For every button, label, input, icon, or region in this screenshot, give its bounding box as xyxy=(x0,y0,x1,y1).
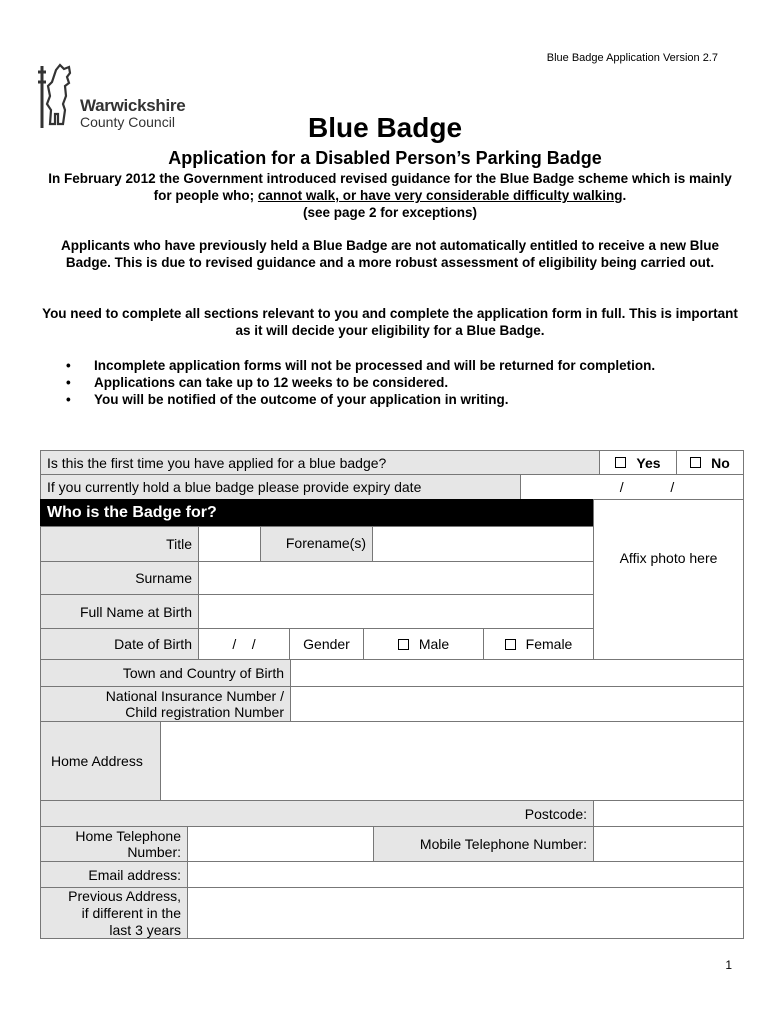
full-name-birth-label: Full Name at Birth xyxy=(40,594,199,629)
yes-checkbox[interactable] xyxy=(599,450,677,475)
female-checkbox[interactable] xyxy=(483,628,594,660)
female-label: Female xyxy=(525,636,573,652)
no-checkbox[interactable] xyxy=(676,450,744,475)
yes-label: Yes xyxy=(636,454,661,471)
previous-address-label xyxy=(40,887,188,939)
ni-number-input[interactable] xyxy=(290,686,744,722)
checkbox-icon xyxy=(690,457,701,468)
email-input[interactable] xyxy=(187,861,744,888)
prev-line3: last 3 years xyxy=(109,922,181,938)
gender-label: Gender xyxy=(289,628,364,660)
home-tel-line1: Home Telephone xyxy=(75,828,181,844)
expiry-question: If you currently hold a blue badge please provide expiry date xyxy=(40,474,521,500)
title-label: Title xyxy=(40,526,199,562)
intro-underlined-text: cannot walk, or have very considerable difficulty walking xyxy=(257,188,623,203)
list-item: • Incomplete application forms will not be processed and will be returned for completion. xyxy=(64,357,724,374)
page-subtitle: Application for a Disabled Person’s Parking Badge xyxy=(168,148,602,168)
postcode-label: Postcode: xyxy=(40,800,594,827)
section-header: Who is the Badge for? xyxy=(40,499,594,527)
intro-text: In February 2012 the Government introduced revised guidance for the Blue Badge scheme which is mainly for people who; xyxy=(48,171,732,203)
home-address-label: Home Address xyxy=(40,721,161,801)
male-label: Male xyxy=(418,636,450,652)
email-label: Email address: xyxy=(40,861,188,888)
previous-address-input[interactable] xyxy=(187,887,744,939)
ni-label-line1: National Insurance Number / xyxy=(105,688,284,704)
ni-label-line2: Child registration Number xyxy=(125,704,284,720)
surname-input[interactable] xyxy=(198,561,594,595)
intro-paragraph-3: You need to complete all sections relevant to you and complete the application form in full. This is important as it will decide your eligibility for a Blue Badge. xyxy=(42,306,738,338)
title-input[interactable] xyxy=(198,526,261,562)
expiry-date-field[interactable] xyxy=(520,474,744,500)
intro-exceptions-note: (see page 2 for exceptions) xyxy=(302,205,478,220)
checkbox-icon xyxy=(398,639,409,650)
town-of-birth-input[interactable] xyxy=(290,659,744,687)
intro-paragraph-2: Applicants who have previously held a Blue Badge are not automatically entitled to receive a new Blue Badge. This is due to revised guidance and a more robust assessment of eligibility being carried out. xyxy=(61,238,719,270)
page-number: 1 xyxy=(725,958,732,972)
council-name-line1: Warwickshire xyxy=(80,96,186,115)
list-item: • You will be notified of the outcome of your application in writing. xyxy=(64,391,724,408)
mobile-telephone-label: Mobile Telephone Number: xyxy=(373,826,594,862)
page-title: Blue Badge xyxy=(307,112,463,143)
photo-box xyxy=(593,499,744,660)
prev-line1: Previous Address, xyxy=(68,888,181,904)
dob-label: Date of Birth xyxy=(40,628,199,660)
checkbox-icon xyxy=(615,457,626,468)
home-telephone-input[interactable] xyxy=(187,826,374,862)
photo-label: Affix photo here xyxy=(619,550,718,566)
dob-input[interactable]: / / xyxy=(198,628,290,660)
full-name-birth-input[interactable] xyxy=(198,594,594,629)
checkbox-icon xyxy=(505,639,516,650)
version-text: Blue Badge Application Version 2.7 xyxy=(546,52,718,64)
date-separators: / / xyxy=(619,479,675,495)
male-checkbox[interactable] xyxy=(363,628,484,660)
first-time-question: Is this the first time you have applied for a blue badge? xyxy=(40,450,600,475)
home-telephone-label xyxy=(40,826,188,862)
forename-input[interactable] xyxy=(372,526,594,562)
forename-label: Forename(s) xyxy=(260,526,373,562)
surname-label: Surname xyxy=(40,561,199,595)
ni-number-label xyxy=(40,686,291,722)
bullet-list xyxy=(64,357,724,408)
council-name-line2: County Council xyxy=(80,114,175,130)
list-item: • Applications can take up to 12 weeks to be considered. xyxy=(64,374,724,391)
intro-paragraph-1 xyxy=(40,170,740,221)
postcode-input[interactable] xyxy=(593,800,744,827)
intro-period: . xyxy=(622,188,627,203)
mobile-telephone-input[interactable] xyxy=(593,826,744,862)
home-tel-line2: Number: xyxy=(127,844,181,860)
no-label: No xyxy=(711,454,730,471)
home-address-input[interactable] xyxy=(160,721,744,801)
town-of-birth-label: Town and Country of Birth xyxy=(40,659,291,687)
prev-line2: if different in the xyxy=(81,905,181,921)
